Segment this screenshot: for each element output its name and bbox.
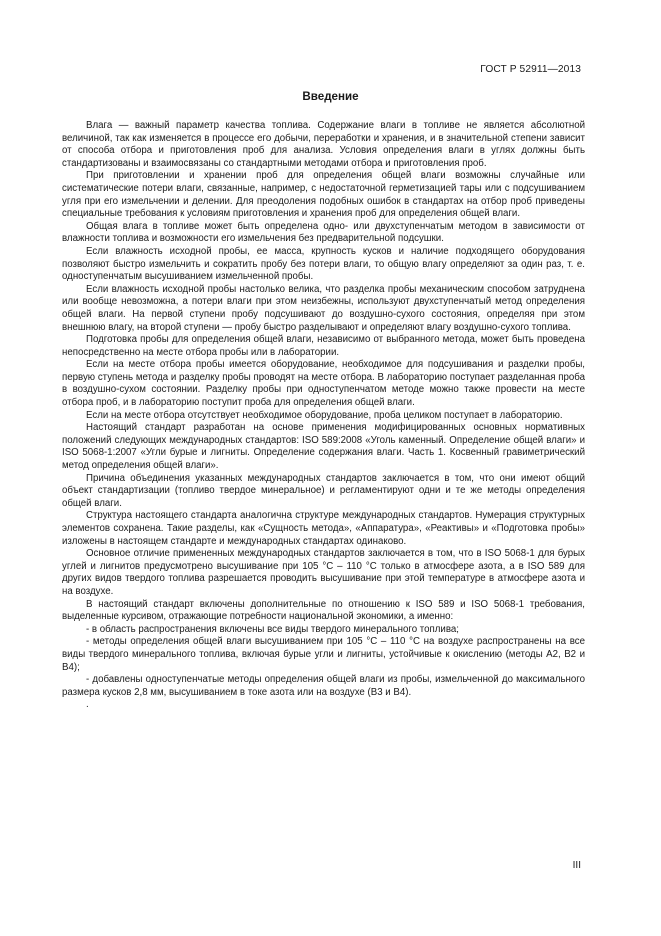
body-text: [62, 120, 585, 712]
paragraph: Настоящий стандарт разработан на основе применения модифицированных основных нормативных положений следующих международных стандартов: ISO 589:2008 «Уголь каменный. Определение общей влаги» и ISO 5068-1:2007 «Угли бурые и лигниты. Определение содержания влаги. Часть 1. Косвенный гравиметрический метод определения общей влаги».: [62, 422, 585, 472]
paragraph: Причина объединения указанных международных стандартов заключается в том, что они имеют общий объект стандартизации (топливо твердое минеральное) и регламентируют одни и те же методы определения общей влаги.: [62, 472, 585, 509]
paragraph: Подготовка пробы для определения общей влаги, независимо от выбранного метода, может быть проведена непосредственно на месте отбора пробы или в лаборатории.: [62, 334, 585, 358]
paragraph: В настоящий стандарт включены дополнительные по отношению к ISO 589 и ISO 5068-1 требования, выделенные курсивом, отражающие потребности национальной экономики, а именно:: [62, 598, 585, 623]
list-item: - добавлены одноступенчатые методы определения общей влаги из пробы, измельченной до максимального размера кусков 2,8 мм, высушиванием в токе азота или на воздухе (В3 и В4).: [62, 674, 585, 698]
paragraph: Если на месте отбора отсутствует необходимое оборудование, проба целиком поступает в лабораторию.: [86, 409, 563, 421]
paragraph: Структура настоящего стандарта аналогична структуре международных стандартов. Нумерация структурных элементов сохранена. Такие разделы, как «Сущность метода», «Аппаратура», «Реактивы» и «Подготовка пробы» изложены в настоящем стандарте и международных стандартах одинаково.: [62, 510, 585, 547]
paragraph: Основное отличие примененных международных стандартов заключается в том, что в ISO 5068-1 для бурых углей и лигнитов предусмотрено высушивание при 105 °С – 110 °С только в атмосфере азота, а в ISO 589 для других видов твердого топлива разрешается проводить высушивание при этой температуре в атмосфере азота и на воздухе.: [62, 548, 585, 597]
paragraph: При приготовлении и хранении проб для определения общей влаги возможны случайные или систематические потери влаги, связанные, например, с недостаточной герметизацией тары или с подсушиванием угля при его измельчении и делении. Для преодоления подобных ошибок в стандартах на отбор проб приведены специальные требования к условиям приготовления и хранения проб для определения общей влаги.: [62, 170, 585, 220]
paragraph: Если влажность исходной пробы, ее масса, крупность кусков и наличие подходящего оборудования позволяют быстро измельчить и сократить пробу без потери влаги, то общую влагу определяют за один раз, т. е. одноступенчатым высушиванием измельченной пробы.: [62, 245, 585, 283]
paragraph: Если влажность исходной пробы настолько велика, что разделка пробы механическим способом затруднена или вообще невозможна, а потери влаги при этом неизбежны, используют двухступенчатый метод определения общей влаги. На первой ступени пробу подсушивают до воздушно-сухого состояния, определяя при этом внешнюю влагу, на второй ступени — пробу быстро разделывают и определяют влагу воздушно-сухого топлива.: [62, 283, 585, 333]
standard-code: ГОСТ Р 52911—2013: [480, 64, 581, 75]
page-number: III: [572, 860, 581, 871]
list-item: - методы определения общей влаги высушиванием при 105 °С – 110 °С на воздухе распространены на все виды твердого минерального топлива, включая бурые угли и лигниты, устойчивые к окислению (методы А2, В2 и В4);: [62, 636, 585, 673]
paragraph: Влага — важный параметр качества топлива. Содержание влаги в топливе не является абсолютной величиной, так как изменяется в процессе его добычи, переработки и хранения, и в значительной степени зависит от способа отбора и приготовления проб для анализа. Условия определения влаги в углях должны быть стандартизованы и взаимосвязаны со стандартными методами отбора и приготовления проб.: [62, 120, 585, 169]
section-title: Введение: [302, 90, 359, 103]
paragraph: Общая влага в топливе может быть определена одно- или двухступенчатым методом в зависимости от влажности топлива и возможности его измельчения без предварительной подсушки.: [62, 220, 585, 245]
trailing-mark: .: [86, 699, 89, 711]
list-item: - в область распространения включены все виды твердого минерального топлива;: [86, 623, 459, 635]
paragraph: Если на месте отбора пробы имеется оборудование, необходимое для подсушивания и разделки пробы, первую ступень метода и разделку пробы проводят на месте отбора. В лабораторию поступает разделанная проба в воздушно-сухом состоянии. Разделку пробы при одноступенчатом методе можно также провести на месте отбора проб, и в лабораторию поступит проба для определения общей влаги.: [62, 359, 585, 409]
